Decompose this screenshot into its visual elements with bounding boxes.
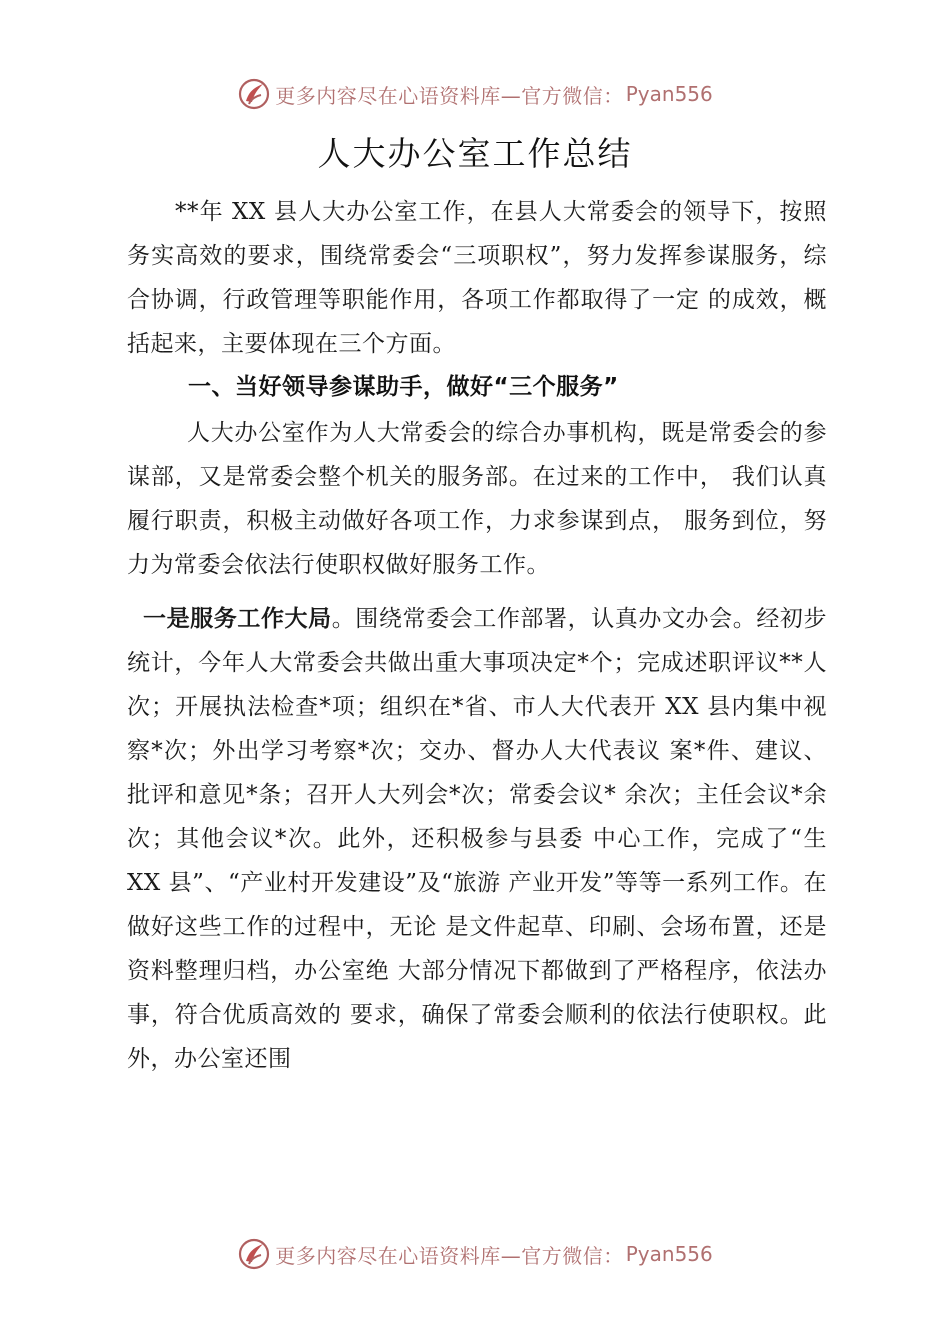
- header-watermark: [0, 74, 950, 114]
- watermark-text: 更多内容尽在心语资料库—官方微信：: [275, 1243, 624, 1268]
- paragraph-body: 。围绕常委会工作部署，认真办文办会。经初步统计，今年人大常委会共做出重大事项决定*个；完成述职评议**人次；开展执法检查*项；组织在*省、市人大代表开 XX 县内集中视察*次；外出学习考察*次；交办、督办人大代表议 案*件、建议、批评和意见*条；召开人大列会*次；常委会议* 余次；主任会议*余次；其他会议*次。此外，还积极参与县委 中心工作，完成了“生 XX 县”、“产业村开发建设”及“旅游 产业开发”等等一系列工作。在做好这些工作的过程中，无论 是文件起草、印刷、会场布置，还是资料整理归档，办公室绝 大部分情况下都做到了严格程序，依法办事，符合优质高效的 要求，确保了常委会顺利的依法行使职权。此外，办公室还围: [127, 606, 828, 1072]
- watermark-wechat-id: Pyan556: [625, 1242, 713, 1266]
- flame-logo-icon: [237, 77, 271, 111]
- watermark-wechat-id: Pyan556: [625, 82, 713, 106]
- section-paragraph-2: [127, 597, 827, 1081]
- flame-logo-icon: [237, 1237, 271, 1271]
- intro-paragraph: **年 XX 县人大办公室工作，在县人大常委会的领导下，按照务实高效的要求，围绕常委会“三项职权”，努力发挥参谋服务，综合协调，行政管理等职能作用，各项工作都取得了一定 的成效，概括起来，主要体现在三个方面。: [127, 199, 827, 357]
- footer-watermark: [0, 1234, 950, 1274]
- section-paragraph-1: 人大办公室作为人大常委会的综合办事机构，既是常委会的参谋部，又是常委会整个机关的服务部。在过来的工作中， 我们认真履行职责，积极主动做好各项工作，力求参谋到点， 服务到位，努力为常委会依法行使职权做好服务工作。: [127, 420, 827, 578]
- section-heading-1: 一、当好领导参谋助手，做好“三个服务”: [188, 374, 619, 400]
- watermark-text: 更多内容尽在心语资料库—官方微信：: [275, 83, 624, 108]
- document-title: 人大办公室工作总结: [317, 134, 633, 173]
- paragraph-lead-bold: 一是服务工作大局: [143, 606, 332, 632]
